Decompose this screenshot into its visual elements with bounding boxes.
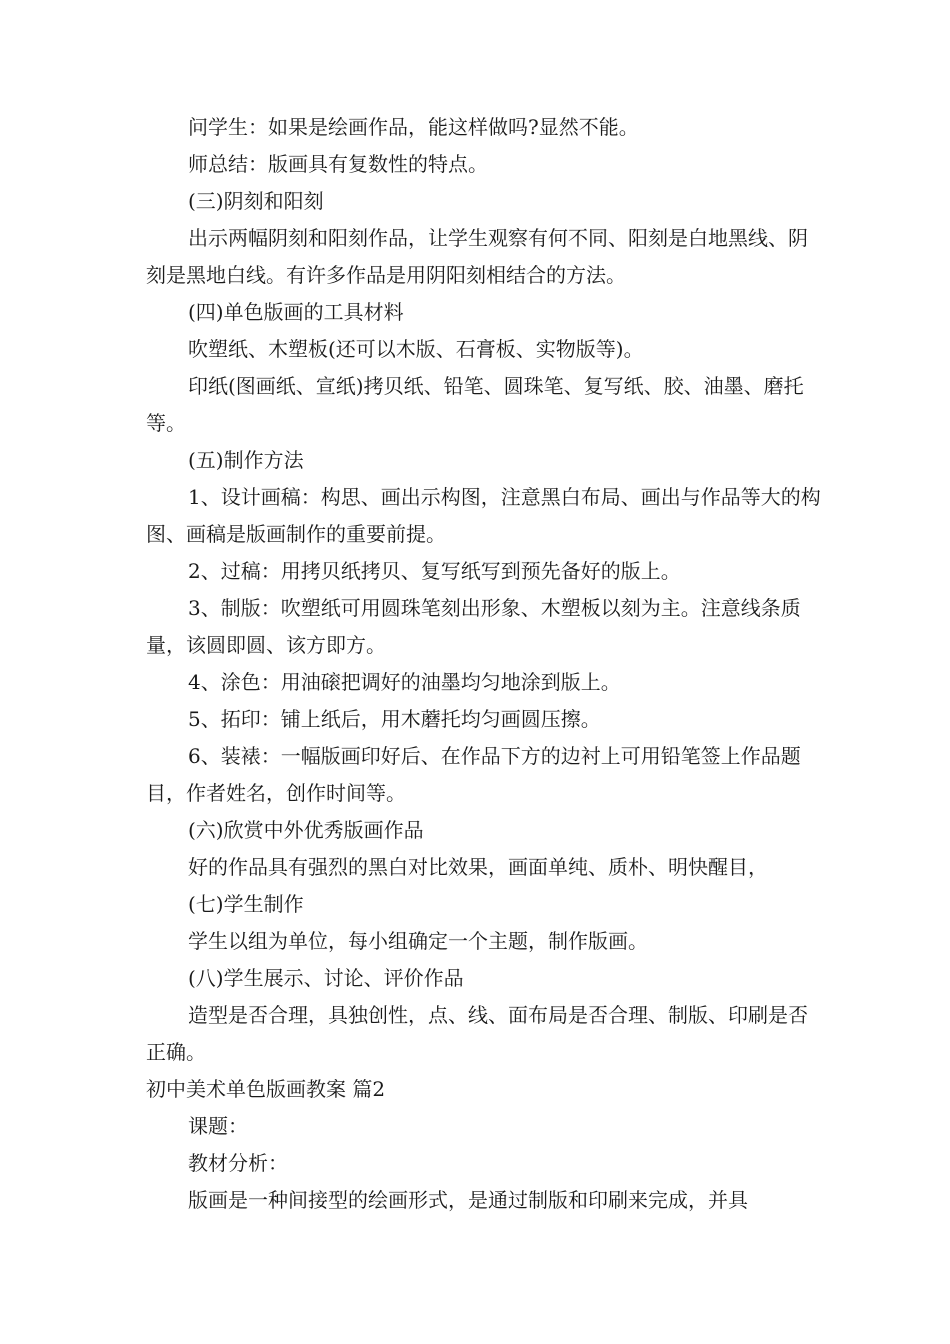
section-heading: (四)单色版画的工具材料 [188,300,404,324]
paragraph: 造型是否合理，具独创性，点、线、面布局是否合理、制版、印刷是否正确。 [146,1003,808,1064]
paragraph: 印纸(图画纸、宣纸)拷贝纸、铅笔、圆珠笔、复写纸、胶、油墨、磨托等。 [146,374,804,435]
section-heading: (三)阴刻和阳刻 [188,189,324,213]
paragraph: 版画是一种间接型的绘画形式，是通过制版和印刷来完成，并具 [188,1188,748,1212]
document-subtitle: 初中美术单色版画教案 篇2 [146,1077,386,1101]
list-item: 6、装裱：一幅版画印好后、在作品下方的边衬上可用铅笔签上作品题目，作者姓名，创作时间等。 [146,744,801,805]
section-heading: (五)制作方法 [188,448,304,472]
list-item: 2、过稿：用拷贝纸拷贝、复写纸写到预先备好的版上。 [188,559,681,583]
list-item: 5、拓印：铺上纸后，用木蘑托均匀画圆压擦。 [188,707,601,731]
paragraph: 教材分析： [188,1151,288,1175]
list-item: 1、设计画稿：构思、画出示构图，注意黑白布局、画出与作品等大的构图、画稿是版画制作的重要前提。 [146,485,821,546]
paragraph: 问学生：如果是绘画作品，能这样做吗?显然不能。 [188,115,639,139]
paragraph: 师总结：版画具有复数性的特点。 [188,152,488,176]
paragraph: 好的作品具有强烈的黑白对比效果，画面单纯、质朴、明快醒目， [188,855,768,879]
paragraph: 课题： [188,1114,248,1138]
paragraph: 学生以组为单位，每小组确定一个主题，制作版画。 [188,929,648,953]
document-body [146,109,826,1219]
list-item: 3、制版：吹塑纸可用圆珠笔刻出形象、木塑板以刻为主。注意线条质量，该圆即圆、该方即方。 [146,596,801,657]
section-heading: (七)学生制作 [188,892,304,916]
list-item: 4、涂色：用油磙把调好的油墨均匀地涂到版上。 [188,670,621,694]
paragraph: 吹塑纸、木塑板(还可以木版、石膏板、实物版等)。 [188,337,644,361]
section-heading: (八)学生展示、讨论、评价作品 [188,966,464,990]
paragraph: 出示两幅阴刻和阳刻作品，让学生观察有何不同、阳刻是白地黑线、阴刻是黑地白线。有许多作品是用阴阳刻相结合的方法。 [146,226,808,287]
section-heading: (六)欣赏中外优秀版画作品 [188,818,424,842]
